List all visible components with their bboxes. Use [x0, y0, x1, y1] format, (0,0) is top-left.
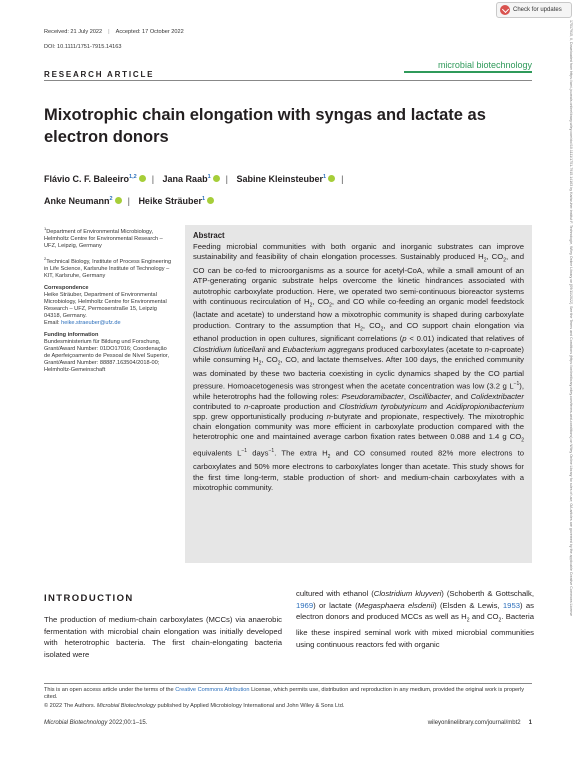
affiliations-sidebar	[44, 225, 172, 379]
introduction-left-column: The production of medium-chain carboxylates (MCCs) via anaerobic fermentation with microbial chain elongation was initially developed with heterotrophic bacteria. The first chain-elongating bacteria isolated were	[44, 615, 282, 659]
funding-heading: Funding information	[44, 331, 99, 338]
journal-logo	[404, 60, 532, 73]
copyright-notice: © 2022 The Authors. Microbial Biotechnology published by Applied Microbiology International and John Wiley & Sons Ltd.	[44, 703, 345, 709]
correspondence: Heike Sträuber, Department of Environmental Microbiology, Helmholtz Centre for Environmental Research – UFZ, Permoserstraße 15, Leipzig 04318, Germany. Email: heike.straeuber@ufz.de	[44, 291, 167, 326]
author[interactable]: Anke Neumann$^2$	[44, 196, 122, 206]
email-link[interactable]: heike.straeuber@ufz.de	[61, 319, 121, 326]
introduction-right-column: cultured with ethanol (Clostridium kluyveri) (Schoberth & Gottschalk, 1969) or lactate (Megasphaera elsdenii) (Elsden & Lewis, 1953) as electron donors and produced MCCs as well as $H_2$ and $CO_2$. Bacteria like these inspired seminal work with mixed microbial communities using continuous reactors fed with organic	[296, 589, 534, 649]
journal-logo-text: microbial biotechnology	[437, 60, 532, 70]
abstract-heading: Abstract	[193, 231, 225, 240]
check-for-updates-label: Check for updates	[513, 7, 562, 13]
abstract-text: Feeding microbial communities with both organic and inorganic substrates can improve sustainability and feasibility of chain elongation processes. Sustainably produced $H_2$, $CO_2$, and CO can be co-fed to microorganisms as a source for acetyl-CoA, while a small amount of an ATP-generating organic substrate helps overcome the kinetic hindrances associated with autotrophic carboxylate production. Here, we operated two semi-continuous bioreactor systems with continuous recirculation of $H_2$, $CO_2$, and CO while co-feeding an organic model feedstock (lactate and acetate) to understand how a mixotrophic community is shaped during carboxylate production. Contrary to the assumption that $H_2$, $CO_2$, and CO support chain elongation via ethanol production in open cultures, significant correlations (p < 0.01) indicated that relatives of Clostridium luticellarii and Eubacterium aggregans produced carboxylates (acetate to n-caproate) while consuming $H_2$, $CO_2$, CO, and lactate themselves. After 100 days, the enriched community was dominated by these two bacteria coexisting in cyclic dynamics shaped by the CO partial pressure. Homoacetogenesis was strongest when the acetate concentration was low (3.2 g $L^{-1}$), while heterotrophs had the following roles: Pseudoramibacter, Oscillibacter, and Colidextribacter contributed to n-caproate production and Clostridium tyrobutyricum and Acidipropionibacterium spp. grew opportunistically producing n-butyrate and propionate, respectively. The mixotrophic chain elongation community was more efficient in carboxylate production compared with the heterotrophic one and maintained average carbon fixation rates between 0.088 and 1.4 g $CO_2$ equivalents $L^{-1}$ days$^{-1}$. The extra $H_2$ and CO consumed routed 82% more electrons to carboxylates and 50% more electrons to carboxylates longer than acetate. This study shows for the first time long-term, stable production of short- and medium-chain carboxylates with a mixotrophic community.	[193, 242, 524, 492]
journal-url[interactable]: wileyonlinelibrary.com/journal/mbt2	[427, 720, 521, 726]
license-notice: This is an open access article under the terms of the Creative Commons Attribution License, which permits use, distribution and reproduction in any medium, provided the original work is properly cited.	[44, 687, 525, 701]
author-list: Flávio C. F. Baleeiro$^{1,2}$ | Jana Raab$^1$ | Sabine Kleinsteuber$^1$ | Anke Neumann$^2$ | Heike Sträuber$^1$	[44, 174, 344, 206]
journal-logo-bar	[404, 71, 532, 73]
footer-divider	[44, 683, 532, 684]
license-link[interactable]: Creative Commons Attribution	[175, 687, 250, 693]
affiliation-1: $^1$Department of Environmental Microbiology, Helmholtz Centre for Environmental Research – UFZ, Leipzig, Germany	[44, 226, 163, 249]
orcid-icon[interactable]	[213, 175, 220, 182]
affiliation-2: $^2$Technical Biology, Institute of Process Engineering in Life Science, Karlsruhe Institute of Technology – KIT, Karlsruhe, Germany	[44, 255, 172, 279]
author[interactable]: Heike Sträuber$^1$	[138, 196, 214, 206]
check-icon	[500, 5, 510, 15]
introduction-heading: INTRODUCTION	[44, 593, 134, 604]
header-divider	[44, 80, 532, 81]
footer-right	[428, 720, 532, 726]
accepted-date: Accepted: 17 October 2022	[115, 29, 184, 35]
orcid-icon[interactable]	[139, 175, 146, 182]
citation-link[interactable]: 1953	[502, 600, 520, 610]
author[interactable]: Sabine Kleinsteuber$^1$	[237, 174, 336, 184]
funding-information: Bundesministerium für Bildung und Forschung, Grant/Award Number: 01DO17016; Coordenação de Aperfeiçoamento de Pessoal de Nível Superior, Grant/Award Number: 88887.163504/2018-00; Helmholtz-Gemeinschaft	[44, 338, 170, 373]
check-for-updates-button[interactable]	[496, 2, 572, 18]
received-date: Received: 21 July 2022	[44, 29, 103, 35]
article-type: RESEARCH ARTICLE	[44, 70, 155, 79]
download-notice-vertical: 17517915, 0, Downloaded from https://ami-journals.onlinelibrary.wiley.com/doi/10.1111/1751-7915.14163 by Karlsruher Institut F. Technologie, Wiley Online Library on [09/11/2022]. See the Terms and Conditions (https://onlinelibrary.wiley.com/terms-and-conditions) on Wiley Online Library for rules of use; OA articles are governed by the applicable Creative Commons License	[569, 20, 573, 616]
citation-link[interactable]: 1969	[296, 600, 314, 610]
date-separator: |	[108, 29, 110, 35]
page-number: 1	[528, 720, 532, 726]
article-title: Mixotrophic chain elongation with syngas and lactate as electron donors	[44, 106, 486, 146]
abstract-box	[185, 225, 532, 563]
article-dates	[44, 29, 184, 35]
author[interactable]: Flávio C. F. Baleeiro$^{1,2}$	[44, 174, 146, 184]
doi[interactable]: DOI: 10.1111/1751-7915.14163	[44, 44, 122, 50]
orcid-icon[interactable]	[207, 197, 214, 204]
page-footer	[44, 720, 532, 726]
orcid-icon[interactable]	[115, 197, 122, 204]
author[interactable]: Jana Raab$^1$	[163, 174, 220, 184]
orcid-icon[interactable]	[328, 175, 335, 182]
footer-citation: Microbial Biotechnology 2022;00:1–15.	[44, 720, 148, 726]
correspondence-heading: Correspondence	[44, 284, 89, 291]
